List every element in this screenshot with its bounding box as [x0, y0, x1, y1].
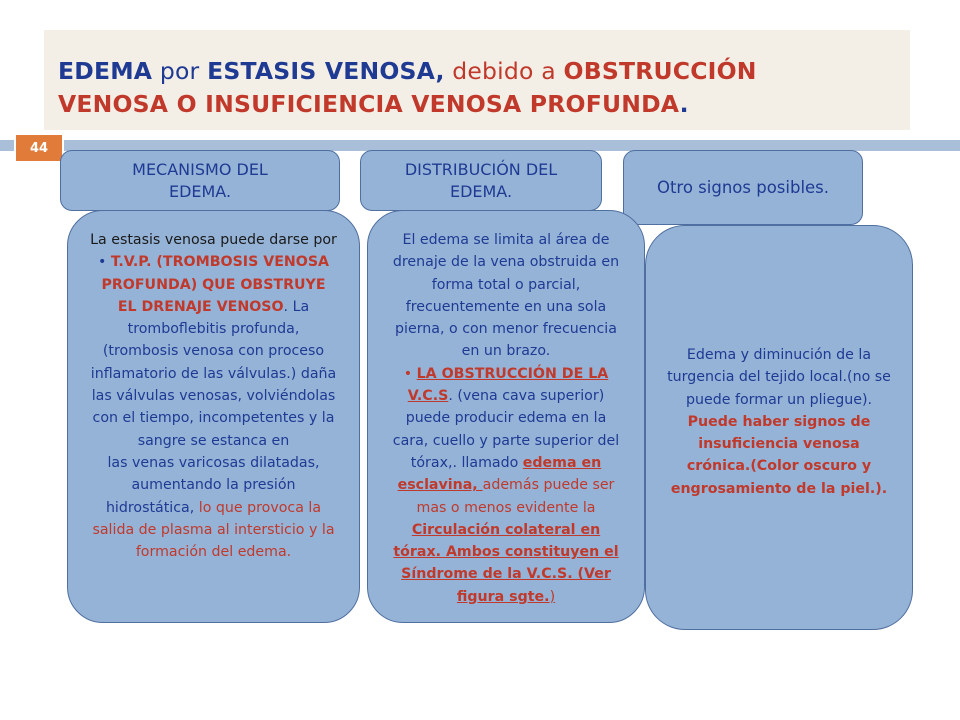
title-por: por	[152, 57, 208, 85]
distribution-line3: . (vena cava superior) puede producir edema en la cara, cuello y parte superior del tórax,. llamado	[392, 388, 620, 471]
title-estasis: ESTASIS VENOSA,	[207, 57, 445, 85]
distribution-bullet: •	[403, 365, 417, 382]
mechanism-bullet: •	[97, 254, 111, 271]
mechanism-line1: La estasis venosa puede darse por	[90, 232, 337, 248]
slide-title	[58, 55, 898, 121]
distribution-box	[367, 210, 645, 623]
distribution-line5: además puede ser mas o menos evidente la	[416, 477, 615, 516]
distribution-vcs: LA OBSTRUCCIÓN DE LA V.C.S	[407, 365, 609, 405]
title-venosa: VENOSA O INSUFICIENCIA VENOSA PROFUNDA	[58, 90, 680, 118]
distribution-esclavina: edema en esclavina,	[397, 454, 602, 494]
mechanism-header-label: MECANISMO DEL EDEMA.	[132, 159, 268, 201]
mechanism-line5: lo que provoca la salida de plasma al intersticio y la formación del edema.	[92, 499, 335, 561]
other-signs-box	[645, 225, 913, 630]
distribution-paren: )	[549, 588, 556, 605]
mechanism-header	[60, 150, 340, 211]
distribution-line1: El edema se limita al área de drenaje de la vena obstruida en forma total o parcial, frecuentemente en una sola pierna, o con menor frecuencia en un brazo.	[392, 232, 620, 360]
mechanism-line3: . La tromboflebitis profunda, (trombosis venosa con proceso inflamatorio de las válvulas.) daña las válvulas venosas, volviéndolas con el tiempo, incompetentes y la sangre se estanca en	[90, 298, 337, 449]
title-obstruccion: OBSTRUCCIÓN	[563, 57, 757, 85]
other-signs-line2: Puede haber signos de insuficiencia venosa crónica.(Color oscuro y engrosamiento de la piel.).	[670, 413, 888, 497]
title-edema: EDEMA	[58, 57, 153, 85]
title-debido: debido a	[444, 57, 564, 85]
mechanism-box	[67, 210, 360, 623]
other-signs-header-label: Otro signos posibles.	[656, 177, 830, 197]
mechanism-tvp: T.V.P. (TROMBOSIS VENOSA PROFUNDA) QUE OBSTRUYE EL DRENAJE VENOSO	[101, 254, 330, 315]
divider-left	[0, 140, 14, 151]
slide-number: 44	[14, 133, 64, 163]
other-signs-line1: Edema y diminución de la turgencia del tejido local.(no se puede formar un pliegue).	[667, 347, 891, 408]
distribution-circulacion: Circulación colateral en tórax. Ambos constituyen el Síndrome de la V.C.S. (Ver figura sgte.	[393, 521, 619, 605]
title-period: .	[679, 90, 689, 118]
mechanism-line4: las venas varicosas dilatadas, aumentando la presión hidrostática,	[105, 454, 320, 516]
other-signs-header	[623, 150, 863, 225]
distribution-header-label: DISTRIBUCIÓN DEL EDEMA.	[404, 159, 558, 201]
distribution-header	[360, 150, 602, 211]
